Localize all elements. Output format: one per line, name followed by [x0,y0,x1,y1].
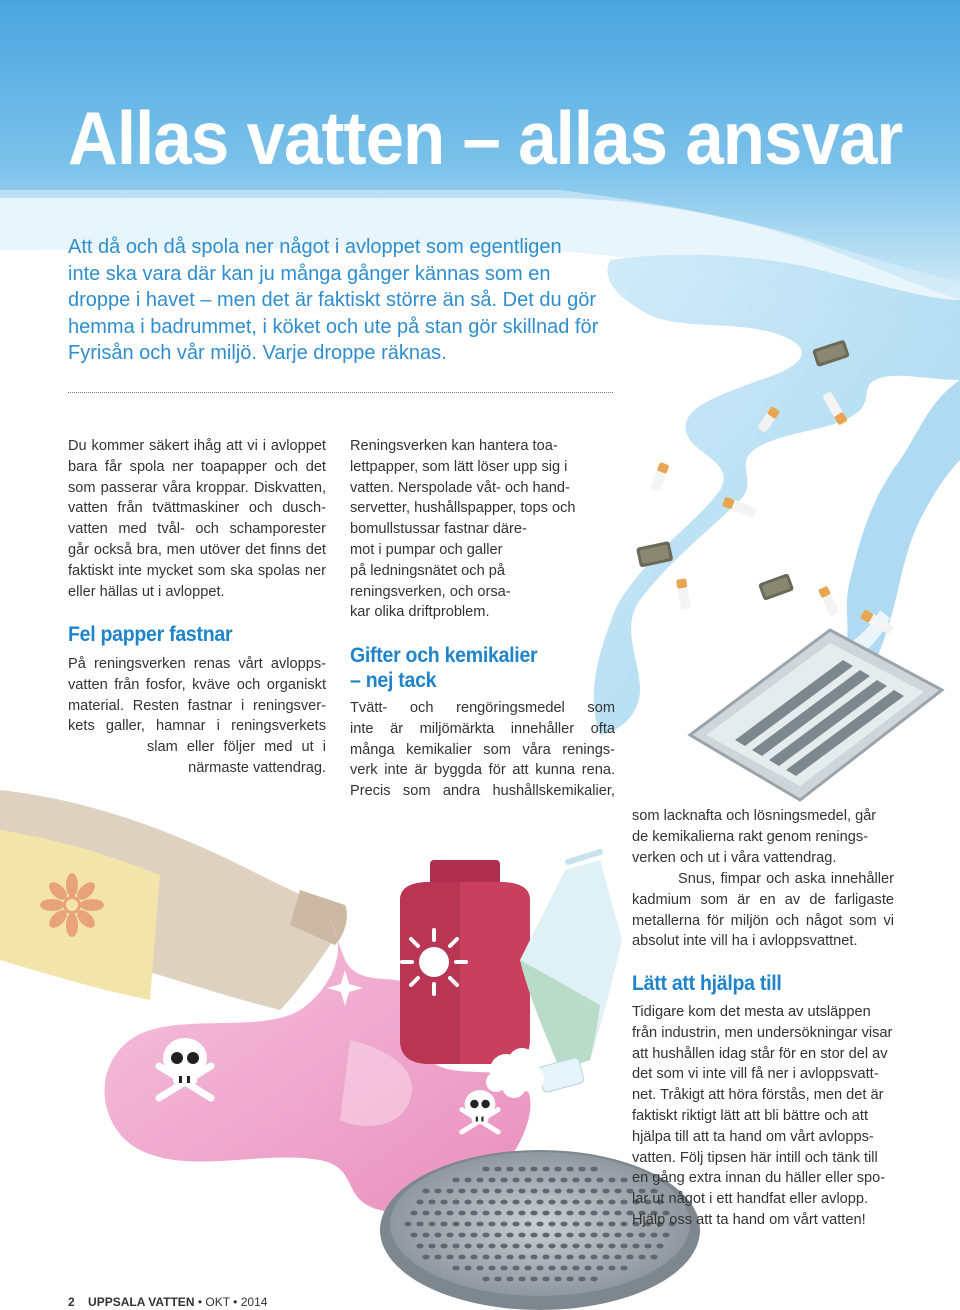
drain-hole [530,1255,537,1260]
text-line: som lacknafta och lösningsmedel, går [632,808,877,824]
drain-hole [560,1266,567,1271]
drain-hole [614,1233,621,1238]
text-line: mot i pumpar och galler [350,541,503,558]
drain-hole [518,1277,525,1282]
text-line: lettpapper, som lätt löser upp sig i [350,458,568,475]
text-line: verk inte är byggda för att kunna rena. [350,762,615,779]
drain-hole [416,1200,423,1205]
issue-year: 2014 [240,1295,268,1309]
drain-hole [560,1178,567,1183]
drain-hole [578,1211,585,1216]
lead-line: inte ska vara där kan ju många gånger kännas som en [68,262,551,285]
drain-hole [548,1244,555,1249]
dotted-divider [68,392,613,393]
drain-hole [578,1277,585,1282]
text-line: verken och ut i våra vattendrag. [632,849,837,866]
drain-hole [596,1222,603,1227]
drain-hole [500,1200,507,1205]
column-3-snus [632,869,894,952]
text-line: många kemikalier som våra renings- [350,741,615,758]
drain-hole [536,1244,543,1249]
drain-hole [476,1200,483,1205]
drain-hole [434,1255,441,1260]
text-line: hjälpa till att ta hand om vårt avlopps- [632,1128,874,1145]
drain-hole [524,1200,531,1205]
drain-hole [566,1211,573,1216]
drain-hole [518,1189,525,1194]
drain-hole [428,1200,435,1205]
drain-hole [488,1178,495,1183]
lead-line: droppe i havet – men det är faktiskt större än så. Det du gör [68,289,597,311]
drain-hole [458,1211,465,1216]
drain-hole [422,1255,429,1260]
text-line: på ledningsnätet och på [350,562,505,579]
drain-hole [554,1189,561,1194]
drain-hole [566,1277,573,1282]
tipped-bottle-icon [0,790,347,1010]
drain-hole [446,1189,453,1194]
drain-hole [464,1200,471,1205]
drain-hole [554,1233,561,1238]
cream-tube-icon [520,852,622,1093]
text-line: vatten. Nerspolade våt- och hand- [350,479,570,496]
drain-grate-icon [690,630,942,800]
drain-hole [470,1255,477,1260]
drain-hole [470,1211,477,1216]
heading-fel-papper: Fel papper fastnar [68,623,233,646]
text-line: Tvätt- och rengöringsmedel som [350,700,615,716]
drain-hole [542,1277,549,1282]
drain-hole [572,1244,579,1249]
drain-hole [608,1200,615,1205]
drain-hole [578,1233,585,1238]
drain-hole [518,1167,525,1172]
text-line: kets galler, hamnar i reningsverkets [68,718,326,735]
drain-hole [464,1266,471,1271]
drain-hole [632,1244,639,1249]
drain-hole [554,1167,561,1172]
text-line: Du kommer säkert ihåg att vi i avloppet [68,438,326,454]
drain-hole [440,1200,447,1205]
drain-hole [542,1189,549,1194]
drain-hole [494,1255,501,1260]
text-line: Reningsverken kan hantera toa- [350,438,558,454]
text-line: som passerar våra kroppar. Diskvatten, [68,479,326,496]
drain-hole [650,1233,657,1238]
lead-paragraph [68,234,628,367]
text-line: kadmium som är en av de farligaste [632,891,894,908]
drain-hole [512,1178,519,1183]
drain-hole [524,1222,531,1227]
drain-hole [566,1167,573,1172]
drain-hole [464,1222,471,1227]
drain-hole [584,1266,591,1271]
drain-hole [488,1244,495,1249]
drain-hole [530,1277,537,1282]
drain-hole [530,1233,537,1238]
drain-hole [494,1211,501,1216]
drain-hole [470,1189,477,1194]
issue-month: OKT [205,1295,230,1309]
cigarette-butt-icon [676,578,691,609]
text-line: Snus, fimpar och aska innehåller [678,871,894,887]
drain-hole [584,1244,591,1249]
text-line: vatten från tvättmaskiner och dusch- [68,500,326,517]
sun-icon [402,930,466,994]
column-3-gifter-continued [632,806,894,868]
drain-hole [620,1222,627,1227]
drain-hole [578,1189,585,1194]
drain-hole [512,1244,519,1249]
drain-hole [530,1189,537,1194]
drain-hole [596,1178,603,1183]
drain-hole [572,1266,579,1271]
text-line: från industrin, men undersökningar visar [632,1024,893,1041]
drain-hole [524,1244,531,1249]
drain-hole [638,1233,645,1238]
drain-hole [560,1222,567,1227]
drain-hole [440,1222,447,1227]
footer-separator: • [233,1295,238,1309]
drain-hole [446,1211,453,1216]
drain-hole [578,1255,585,1260]
drain-hole [464,1244,471,1249]
drain-hole [512,1266,519,1271]
drain-hole [524,1266,531,1271]
drain-hole [548,1266,555,1271]
drain-hole [452,1244,459,1249]
text-line: vatten med tvål- och schamporester [68,521,326,538]
drain-hole [500,1244,507,1249]
drain-hole [590,1233,597,1238]
drain-hole [542,1167,549,1172]
drain-hole [494,1233,501,1238]
drain-hole [662,1233,669,1238]
text-line: de kemikalierna rakt genom renings- [632,828,869,845]
drain-hole [446,1255,453,1260]
drain-hole [614,1211,621,1216]
text-line: material. Resten fastnar i reningsver- [68,697,326,714]
drain-hole [500,1222,507,1227]
drain-hole [512,1222,519,1227]
drain-hole [464,1178,471,1183]
drain-hole [554,1211,561,1216]
drain-hole [518,1211,525,1216]
text-line: faktiskt riktigt lätt att bli bättre och att [632,1107,869,1124]
drain-hole [500,1178,507,1183]
drain-hole [572,1200,579,1205]
drain-hole [452,1266,459,1271]
drain-hole [476,1266,483,1271]
drain-hole [512,1200,519,1205]
drain-hole [590,1189,597,1194]
heading-line: – nej tack [350,669,437,692]
drain-hole [548,1222,555,1227]
drain-hole [434,1211,441,1216]
drain-hole [572,1222,579,1227]
drain-hole [458,1255,465,1260]
drain-hole [566,1255,573,1260]
drain-hole [584,1222,591,1227]
drain-hole [626,1233,633,1238]
text-line: Tidigare kom det mesta av utsläppen [632,1004,871,1020]
drain-hole [602,1255,609,1260]
drain-hole [608,1244,615,1249]
drain-hole [446,1233,453,1238]
text-line: På reningsverken renas vårt avlopps- [68,656,326,672]
drain-hole [530,1167,537,1172]
cigarette-butt-icon [650,462,669,492]
text-line: kar olika driftproblem. [350,604,490,621]
lead-line: Att då och då spola ner något i avloppet som egentligen [68,236,562,258]
text-line: närmaste vattendrag. [188,759,326,776]
text-line: går också bra, men utöver det finns det [68,541,326,558]
drain-hole [560,1244,567,1249]
drain-hole [578,1167,585,1172]
drain-hole [506,1167,513,1172]
text-line: bara får spola ner toapapper och det [68,458,326,475]
drain-hole [482,1167,489,1172]
text-line: vatten från fosfor, kväve och organiskt [68,676,326,693]
column-3-latt [632,1002,894,1231]
column-1-intro [68,436,326,602]
drain-hole [452,1178,459,1183]
drain-hole [548,1178,555,1183]
drain-hole [506,1277,513,1282]
drain-hole [584,1178,591,1183]
drain-hole [590,1277,597,1282]
lead-line: Fyrisån och vår miljö. Varje droppe räknas. [68,342,447,364]
drain-hole [608,1178,615,1183]
drain-hole [602,1233,609,1238]
drain-hole [434,1189,441,1194]
drain-hole [542,1211,549,1216]
drain-hole [506,1255,513,1260]
lead-line: hemma i badrummet, i köket och ute på stan gör skillnad för [68,315,599,338]
drain-hole [524,1178,531,1183]
text-line: Hjälp oss att ta hand om vårt vatten! [632,1211,866,1228]
drain-hole [548,1200,555,1205]
drain-hole [494,1189,501,1194]
drain-hole [650,1255,657,1260]
drain-hole [620,1200,627,1205]
drain-hole [458,1189,465,1194]
drain-hole [596,1200,603,1205]
text-line: lar ut något i ett handfat eller avlopp. [632,1191,869,1208]
drain-hole [584,1200,591,1205]
drain-hole [614,1255,621,1260]
column-1-fel-papper-end [68,737,326,779]
text-line: faktiskt inte mycket som ska spolas ner [68,562,326,579]
text-line: slam eller följer med ut i [147,739,326,755]
drain-hole [536,1178,543,1183]
drain-hole [482,1189,489,1194]
drain-hole [518,1255,525,1260]
drain-hole [488,1200,495,1205]
snus-pouch-icon [758,573,794,601]
drain-hole [410,1211,417,1216]
drain-hole [410,1233,417,1238]
drain-hole [470,1233,477,1238]
drain-hole [506,1233,513,1238]
drain-hole [440,1244,447,1249]
drain-hole [566,1233,573,1238]
drain-hole [476,1178,483,1183]
text-line: net. Tråkigt att höra förstås, men det är [632,1087,884,1104]
drain-hole [500,1266,507,1271]
drain-hole [476,1244,483,1249]
drain-hole [506,1189,513,1194]
drain-hole [482,1211,489,1216]
drain-hole [506,1211,513,1216]
drain-hole [488,1222,495,1227]
text-line: att hushållen idag står för en stor del av [632,1045,888,1062]
drain-hole [644,1244,651,1249]
heading-latt-att-hjalpa: Lätt att hjälpa till [632,972,782,995]
drain-hole [458,1233,465,1238]
footer-separator: • [197,1295,203,1309]
publication-name: UPPSALA VATTEN [88,1295,195,1309]
drain-hole [482,1255,489,1260]
drain-hole [572,1178,579,1183]
drain-hole [452,1222,459,1227]
drain-hole [530,1211,537,1216]
drain-hole [590,1255,597,1260]
page-title: Allas vatten – allas ansvar [68,96,903,180]
heading-gifter [350,643,537,693]
column-2-intro [350,436,590,623]
drain-hole [434,1233,441,1238]
drain-hole [614,1189,621,1194]
drain-hole [596,1244,603,1249]
drain-hole [536,1222,543,1227]
drain-hole [596,1266,603,1271]
page-footer [68,1295,267,1309]
drain-hole [638,1255,645,1260]
text-line: eller hällas ut i avloppet. [68,583,225,600]
drain-hole [602,1189,609,1194]
drain-hole [428,1244,435,1249]
drain-hole [422,1189,429,1194]
text-line: det som vi inte vill få ner i avloppsvatt- [632,1066,879,1083]
drain-hole [422,1211,429,1216]
drain-hole [542,1233,549,1238]
drain-hole [590,1167,597,1172]
heading-line: Gifter och kemikalier [350,644,538,667]
drain-hole [482,1277,489,1282]
cigarette-butt-icon [818,586,840,617]
drain-hole [416,1222,423,1227]
drain-hole [482,1233,489,1238]
text-line: metallerna för miljön och något som vi [632,912,894,929]
drain-hole [518,1233,525,1238]
drain-hole [656,1244,663,1249]
drain-hole [554,1277,561,1282]
drain-hole [608,1266,615,1271]
text-line: reningsverken, och orsa- [350,583,511,600]
text-line: bomullstussar fastnar däre- [350,521,527,538]
drain-hole [590,1211,597,1216]
drain-hole [452,1200,459,1205]
red-cleaner-bottle-icon [400,860,530,1064]
text-line: en gång extra innan du häller eller spo- [632,1170,886,1187]
drain-hole [554,1255,561,1260]
drain-hole [494,1277,501,1282]
drain-hole [566,1189,573,1194]
drain-hole [422,1233,429,1238]
drain-hole [608,1222,615,1227]
text-line: Precis som andra hushållskemikalier, [350,783,615,800]
drain-hole [404,1222,411,1227]
drain-hole [560,1200,567,1205]
text-line: servetter, hushållspapper, tops och [350,500,576,517]
drain-hole [620,1244,627,1249]
drain-hole [620,1178,627,1183]
drain-hole [626,1255,633,1260]
column-1-fel-papper [68,654,326,737]
drain-hole [476,1222,483,1227]
drain-hole [620,1266,627,1271]
drain-hole [536,1200,543,1205]
drain-hole [602,1211,609,1216]
drain-hole [542,1255,549,1260]
drain-hole [428,1222,435,1227]
column-2-gifter [350,698,615,802]
drain-hole [488,1266,495,1271]
text-line: vatten. Följ tipsen här intill och tänk till [632,1149,878,1166]
drain-hole [416,1244,423,1249]
drain-hole [494,1167,501,1172]
text-line: absolut inte vill ha i avloppsvattnet. [632,933,858,950]
drain-hole [536,1266,543,1271]
text-line: inte är miljömärkta innehåller ofta [350,720,615,737]
page-number: 2 [68,1295,75,1309]
